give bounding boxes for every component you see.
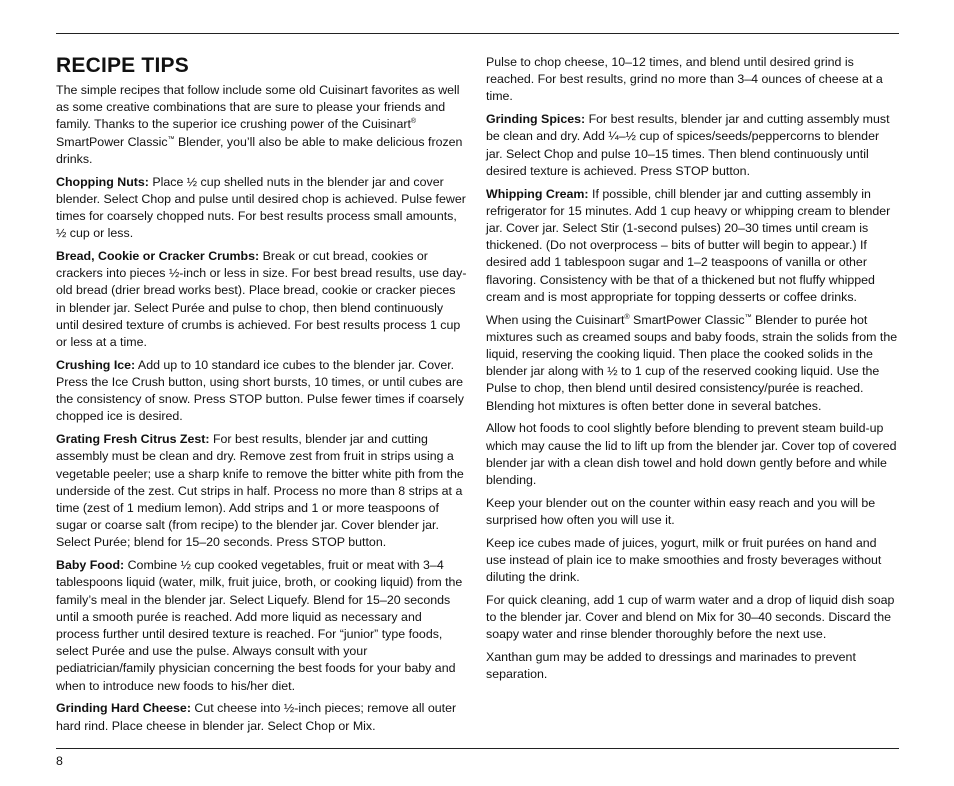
tip-body: Place ½ cup shelled nuts in the blender jar and cover blender. Select Chop and pulse until desired chop is achieved. Pulse fewer times for coarsely chopped nuts. For best results process small amounts, ½ cup or less. xyxy=(56,174,466,241)
tip-heading: Grinding Spices: xyxy=(486,112,586,127)
top-rule xyxy=(56,33,899,34)
hot-puree-text-b: SmartPower Classic xyxy=(629,312,745,327)
tip-heading: Grating Fresh Citrus Zest: xyxy=(56,432,210,447)
page-title: RECIPE TIPS xyxy=(56,54,189,77)
xanthan-gum-paragraph: Xanthan gum may be added to dressings and marinades to prevent separation. xyxy=(486,650,856,682)
trademark-mark: ™ xyxy=(167,135,175,143)
tip-body: Combine ½ cup cooked vegetables, fruit or meat with 3–4 tablespoons liquid (water, milk, fruit juice, broth, or cooking liquid) from the family’s meal in the blender jar. Select Liquefy. Blend for 15–20 seconds until a smooth purée is reached. Add more liquid as necessary and process further until desired texture is reached. For “junior” type foods, select Purée and use the pulse. Always consult with your pediatrician/family physician concerning the best foods for your baby and when to introduce new foods to his/her diet. xyxy=(56,558,463,693)
tip-body: Break or cut bread, cookies or crackers into pieces ½-inch or less in size. For best bread results, use day-old bread (drier bread works best). Place bread, cookie or cracker pieces in blender jar. Select Purée and pulse to chop, then blend continuously until desired texture of crumbs is achieved. For best results process 1 cup or less at a time. xyxy=(56,249,467,350)
tip-heading: Crushing Ice: xyxy=(56,357,136,372)
tip-whipping-cream xyxy=(486,186,899,306)
bottom-rule xyxy=(56,748,899,749)
tip-crushing-ice xyxy=(56,357,468,426)
hot-puree-text-a: When using the Cuisinart xyxy=(486,312,625,327)
right-column xyxy=(486,54,899,689)
hot-puree-text-c: Blender to purée hot mixtures such as creamed soups and baby foods, strain the solids from the liquid, reserving the cooking liquid. Then place the cooked solids in the blender jar along with ½ to 1 cup of the reserved cooking liquid. Use the Pulse to chop, then blend until desired consistency/purée is reached. Blending hot mixtures is often better done in several batches. xyxy=(486,312,898,413)
tip-baby-food xyxy=(56,557,468,695)
left-column xyxy=(56,52,468,740)
hot-puree-paragraph xyxy=(486,312,899,415)
tip-heading: Chopping Nuts: xyxy=(56,174,149,189)
tip-heading: Whipping Cream: xyxy=(486,186,589,201)
intro-text-c: Blender, you’ll also be able to make delicious frozen drinks. xyxy=(56,134,463,166)
tip-crumbs xyxy=(56,248,468,351)
registered-mark: ® xyxy=(624,313,630,321)
tip-body: For best results, blender jar and cutting assembly must be clean and dry. Add ¼–½ cup of spices/seeds/peppercorns to blender jar. Select Chop and pulse 10–15 times. Then blend continuously until desired texture is achieved. Press STOP button. xyxy=(486,112,890,178)
tip-body: Cut cheese into ½-inch pieces; remove all outer hard rind. Place cheese in blender jar. Select Chop or Mix. xyxy=(56,701,457,733)
counter-paragraph: Keep your blender out on the counter within easy reach and you will be surprised how often you will use it. xyxy=(486,495,876,528)
tip-citrus-zest xyxy=(56,431,468,551)
tip-body: Add up to 10 standard ice cubes to the blender jar. Cover. Press the Ice Crush button, using short bursts, 10 times, or until cubes are the consistency of snow. Press STOP button. Pulse fewer times if coarsely chopped ice is desired. xyxy=(56,357,464,424)
tip-hard-cheese xyxy=(56,700,468,734)
intro-paragraph xyxy=(56,82,468,168)
cheese-continuation: Pulse to chop cheese, 10–12 times, and blend until desired grind is reached. For best results, grind no more than 3–4 ounces of cheese at a time. xyxy=(486,55,883,104)
ice-cubes-paragraph: Keep ice cubes made of juices, yogurt, milk or fruit purées on hand and use instead of plain ice to make smoothies and frosty beverages without diluting the drink. xyxy=(486,535,882,585)
intro-text-b: SmartPower Classic xyxy=(56,134,168,149)
cool-hot-foods-paragraph: Allow hot foods to cool slightly before blending to prevent steam build-up which may cause the lid to lift up from the blender jar. Cover top of covered blender jar with a clean dish towel and hold down gently before and while blending. xyxy=(486,421,897,488)
page-number: 8 xyxy=(56,754,63,768)
intro-text-a: The simple recipes that follow include some old Cuisinart favorites as well as some creative combinations that are sure to please your friends and family. Thanks to the superior ice crushing power of the Cuisinart xyxy=(56,83,460,132)
tip-body: For best results, blender jar and cutting assembly must be clean and dry. Remove zest from fruit in strips using a vegetable peeler; use a sharp knife to remove the bitter white pith from the underside of the zest. Cut strips in half. Process no more than 8 strips at a time (zest of 1 medium lemon). Add strips and 1 or more teaspoons of sugar or coarse salt (from recipe) to the blender jar. Cover blender jar. Select Purée; blend for 15–20 seconds. Press STOP button. xyxy=(56,432,464,550)
tip-heading: Baby Food: xyxy=(56,558,125,573)
tip-grinding-spices xyxy=(486,111,899,180)
quick-cleaning-paragraph: For quick cleaning, add 1 cup of warm water and a drop of liquid dish soap to the blender jar. Cover and blend on Mix for 30–40 seconds. Discard the soapy water and rinse blender thoroughly before the next use. xyxy=(486,593,895,642)
tip-body: If possible, chill blender jar and cutting assembly in refrigerator for 15 minutes. Add 1 cup heavy or whipping cream to blender jar. Cover jar. Select Stir (1-second pulses) 20–30 times until cream is thickened. (Do not overprocess – bits of butter will begin to appear.) If desired add 1 tablespoon sugar and 1–2 teaspoons of vanilla or other flavoring. Consistency with be that of a thickened but not fluffy whipped cream and is most appropriate for topping desserts or coffee drinks. xyxy=(486,186,891,304)
tip-chopping-nuts xyxy=(56,174,468,243)
registered-mark: ® xyxy=(410,118,417,126)
tip-heading: Bread, Cookie or Cracker Crumbs: xyxy=(56,249,260,264)
trademark-mark: ™ xyxy=(744,313,752,321)
tip-heading: Grinding Hard Cheese: xyxy=(56,701,191,716)
